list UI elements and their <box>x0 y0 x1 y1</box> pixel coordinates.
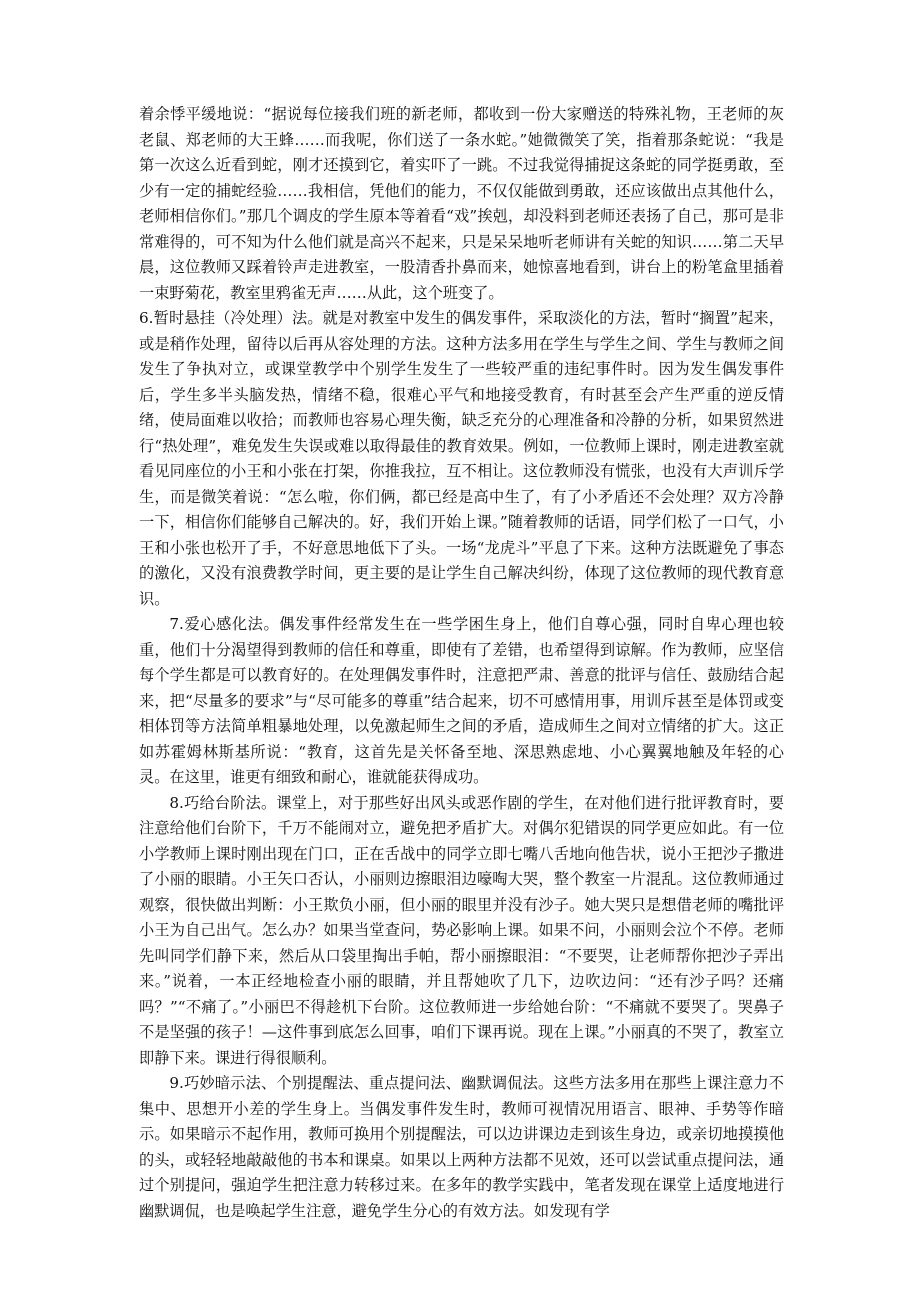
paragraph-method-7: 7.爱心感化法。偶发事件经常发生在一些学困生身上，他们自尊心强，同时自卑心理也较重，他们十分渴望得到教师的信任和尊重，即使有了差错，也希望得到谅解。作为教师，应坚信每个学生都是可以教育好的。在处理偶发事件时，注意把严肃、善意的批评与信任、鼓励结合起来，把“尽量多的要求”与“尽可能多的尊重”结合起来，切不可感情用事，用训斥甚至是体罚或变相体罚等方法简单粗暴地处理，以免激起师生之间的矛盾，造成师生之间对立情绪的扩大。这正如苏霍姆林斯基所说：“教育，这首先是关怀备至地、深思熟虑地、小心翼翼地触及年轻的心灵。在这里，谁更有细致和耐心，谁就能获得成功。 <box>139 615 784 786</box>
paragraph-method-8: 8.巧给台阶法。课堂上，对于那些好出风头或恶作剧的学生，在对他们进行批评教育时，要注意给他们台阶下，千万不能闹对立，避免把矛盾扩大。对偶尔犯错误的同学更应如此。有一位小学教师上课时刚出现在门口，正在舌战中的同学立即七嘴八舌地向他告状，说小王把沙子撒进了小丽的眼睛。小王矢口否认，小丽则边擦眼泪边嚎啕大哭，整个教室一片混乱。这位教师通过观察，很快做出判断：小王欺负小丽，但小丽的眼里并没有沙子。她大哭只是想借老师的嘴批评小王为自己出气。怎么办？如果当堂查问，势必影响上课。如果不问，小丽则会泣个不停。老师先叫同学们静下来，然后从口袋里掏出手帕，帮小丽擦眼泪：“不要哭，让老师帮你把沙子弄出来。”说着，一本正经地检查小丽的眼睛，并且帮她吹了几下，边吹边问：“还有沙子吗？还痛吗？”“不痛了。”小丽巴不得趁机下台阶。这位教师进一步给她台阶：“不痛就不要哭了。哭鼻子不是坚强的孩子！—这件事到底怎么回事，咱们下课再说。现在上课。”小丽真的不哭了，教室立即静下来。课进行得很顺利。 <box>139 793 784 1067</box>
document-page <box>139 102 784 1224</box>
paragraph-snake-story: 着余悸平缓地说：“据说每位接我们班的新老师，都收到一份大家赠送的特殊礼物，王老师的灰老鼠、郑老师的大王蜂……而我呢，你们送了一条水蛇。”她微微笑了笑，指着那条蛇说：“我是第一次这么近看到蛇，刚才还摸到它，着实吓了一跳。不过我觉得捕捉这条蛇的同学挺勇敢，至少有一定的捕蛇经验……我相信，凭他们的能力，不仅仅能做到勇敢，还应该做出点其他什么，老师相信你们。”那几个调皮的学生原本等着看“戏”挨剋，却没料到老师还表扬了自己，那可是非常难得的，可不知为什么他们就是高兴不起来，只是呆呆地听老师讲有关蛇的知识……第二天早晨，这位教师又踩着铃声走进教室，一股清香扑鼻而来，她惊喜地看到，讲台上的粉笔盒里插着一束野菊花，教室里鸦雀无声……从此，这个班变了。 <box>139 105 784 302</box>
paragraph-method-9: 9.巧妙暗示法、个别提醒法、重点提问法、幽默调侃法。这些方法多用在那些上课注意力不集中、思想开小差的学生身上。当偶发事件发生时，教师可视情况用语言、眼神、手势等作暗示。如果暗示不起作用，教师可换用个别提醒法，可以边讲课边走到该生身边，或亲切地摸摸他的头，或轻轻地敲敲他的书本和课桌。如果以上两种方法都不见效，还可以尝试重点提问法，通过个别提问，强迫学生把注意力转移过来。在多年的教学实践中，笔者发现在课堂上适度地进行幽默调侃，也是唤起学生注意，避免学生分心的有效方法。如发现有学 <box>139 1074 784 1220</box>
paragraph-method-6: 6.暂时悬挂（冷处理）法。就是对教室中发生的偶发事件，采取淡化的方法，暂时“搁置”起来，或是稍作处理，留待以后再从容处理的方法。这种方法多用在学生与学生之间、学生与教师之间发生了争执对立，或课堂教学中个别学生发生了一些较严重的违纪事件时。因为发生偶发事件后，学生多半头脑发热，情绪不稳，很难心平气和地接受教育，有时甚至会产生严重的逆反情绪，使局面难以收拾；而教师也容易心理失衡，缺乏充分的心理准备和冷静的分析，如果贸然进行“热处理”，难免发生失误或难以取得最佳的教育效果。例如，一位教师上课时，刚走进教室就看见同座位的小王和小张在打架，你推我拉，互不相让。这位教师没有慌张，也没有大声训斥学生，而是微笑着说：“怎么啦，你们俩，都已经是高中生了，有了小矛盾还不会处理？双方冷静一下，相信你们能够自己解决的。好，我们开始上课。”随着教师的话语，同学们松了一口气，小王和小张也松开了手，不好意思地低下了头。一场“龙虎斗”平息了下来。这种方法既避免了事态的激化，又没有浪费教学时间，更主要的是让学生自己解决纠纷，体现了这位教师的现代教育意识。 <box>139 309 784 608</box>
